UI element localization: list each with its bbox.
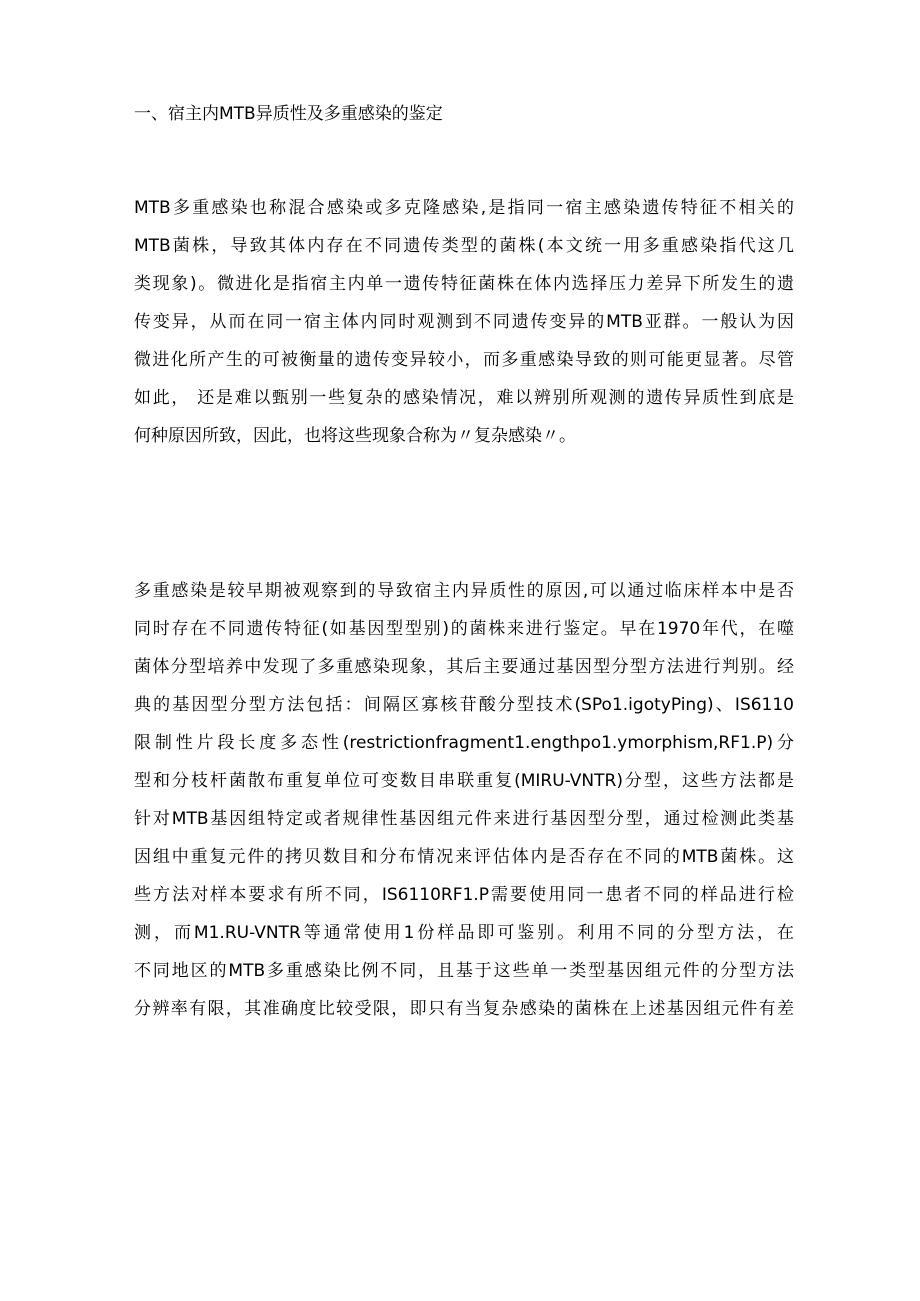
paragraph-line: 同时存在不同遗传特征(如基因型型别)的菌株来进行鉴定。早在1970年代，在噬 [134, 619, 794, 639]
paragraph-line: 典的基因型分型方法包括：间隔区寡核苷酸分型技术(SPo1.igotyPing)、IS6110 [134, 695, 794, 715]
paragraph-1 [134, 189, 794, 455]
paragraph-line: 型和分枝杆菌散布重复单位可变数目串联重复(MIRU-VNTR)分型，这些方法都是 [134, 771, 794, 791]
section-heading: 一、宿主内MTB异质性及多重感染的鉴定 [134, 104, 443, 124]
paragraph-line: 多重感染是较早期被观察到的导致宿主内异质性的原因,可以通过临床样本中是否 [134, 581, 794, 601]
paragraph-line: 类现象)。微进化是指宿主内单一遗传特征菌株在体内选择压力差异下所发生的遗 [134, 274, 794, 294]
paragraph-line: 限制性片段长度多态性(restrictionfragment1.engthpo1.ymorphism,RF1.P)分 [134, 733, 794, 753]
paragraph-line: 因组中重复元件的拷贝数目和分布情况来评估体内是否存在不同的MTB菌株。这 [134, 847, 794, 867]
paragraph-line: 微进化所产生的可被衡量的遗传变异较小，而多重感染导致的则可能更显著。尽管 [134, 350, 794, 370]
paragraph-line: MTB多重感染也称混合感染或多克隆感染,是指同一宿主感染遗传特征不相关的 [134, 198, 794, 218]
paragraph-line: 些方法对样本要求有所不同，IS6110RF1.P需要使用同一患者不同的样品进行检 [134, 885, 794, 905]
paragraph-line: 如此， 还是难以甄别一些复杂的感染情况，难以辨别所观测的遗传异质性到底是 [134, 388, 794, 408]
paragraph-line: 传变异，从而在同一宿主体内同时观测到不同遗传变异的MTB亚群。一般认为因 [134, 312, 794, 332]
paragraph-2 [134, 572, 794, 1028]
paragraph-line: 针对MTB基因组特定或者规律性基因组元件来进行基因型分型，通过检测此类基 [134, 809, 794, 829]
paragraph-line: 何种原因所致，因此，也将这些现象合称为〃复杂感染〃。 [134, 426, 576, 446]
paragraph-line: 菌体分型培养中发现了多重感染现象，其后主要通过基因型分型方法进行判别。经 [134, 657, 794, 677]
paragraph-line: 分辨率有限，其准确度比较受限，即只有当复杂感染的菌株在上述基因组元件有差 [134, 999, 794, 1019]
paragraph-line: MTB菌株，导致其体内存在不同遗传类型的菌株(本文统一用多重感染指代这几 [134, 236, 794, 256]
paragraph-line: 测，而M1.RU-VNTR等通常使用1份样品即可鉴别。利用不同的分型方法，在 [134, 923, 794, 943]
paragraph-line: 不同地区的MTB多重感染比例不同，且基于这些单一类型基因组元件的分型方法 [134, 961, 794, 981]
